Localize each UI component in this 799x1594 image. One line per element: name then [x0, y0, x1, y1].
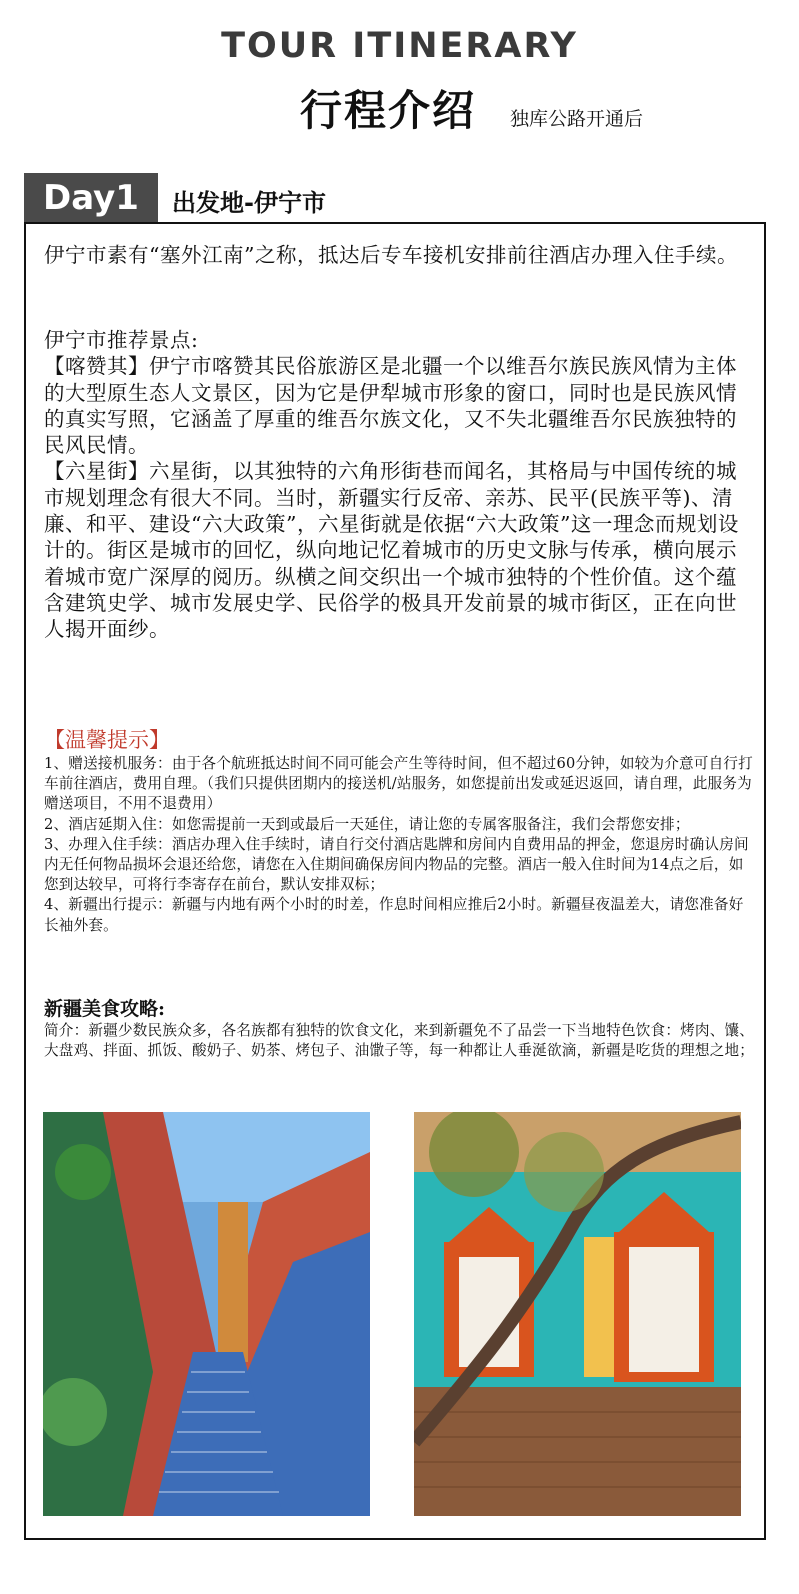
tip-item: 3、办理入住手续：酒店办理入住手续时，请自行交付酒店匙牌和房间内自费用品的押金，您退房时确认房间内无任何物品损坏会退还给您，请您在入住期间确保房间内物品的完整。酒店一般入住时间为14点之后，如您到达较早，可将行李寄存在前台，默认安排双标；: [44, 835, 749, 894]
spots-section: [44, 327, 756, 643]
tips-section: [44, 724, 756, 936]
tip-item: 4、新疆出行提示：新疆与内地有两个小时的时差，作息时间相应推后2小时。新疆昼夜温差大，请您准备好长袖外套。: [44, 896, 744, 934]
food-section: [44, 994, 756, 1061]
intro-section: [44, 242, 756, 268]
header-title-en: TOUR ITINERARY: [221, 26, 578, 66]
header-subtitle: 独库公路开通后: [510, 108, 644, 130]
spot-kazanqi: 【喀赞其】伊宁市喀赞其民俗旅游区是北疆一个以维吾尔族民族风情为主体的大型原生态人文景区，因为它是伊犁城市形象的窗口，同时也是民族风情的真实写照，它涵盖了厚重的维吾尔族文化，又不失北疆维吾尔民族独特的民风民情。: [44, 354, 737, 458]
tip-item: 2、酒店延期入住：如您需提前一天到或最后一天延住，请让您的专属客服备注，我们会帮您安排；: [44, 815, 690, 833]
header-title-cn: 行程介绍: [300, 86, 477, 135]
food-text: 简介：新疆少数民族众多，各名族都有独特的饮食文化，来到新疆免不了品尝一下当地特色饮食：烤肉、馕、大盘鸡、拌面、抓饭、酸奶子、奶茶、烤包子、油馓子等，每一种都让人垂涎欲滴，新疆是吃货的理想之地；: [44, 1022, 755, 1060]
day-title: 出发地-伊宁市: [172, 189, 326, 217]
colorful-alley-stairs-photo: [43, 1112, 370, 1516]
intro-text: 伊宁市素有“塞外江南”之称，抵达后专车接机安排前往酒店办理入住手续。: [44, 243, 738, 267]
spots-heading: 伊宁市推荐景点:: [44, 328, 199, 352]
food-title: 新疆美食攻略:: [44, 998, 166, 1020]
tip-item: 1、赠送接机服务：由于各个航班抵达时间不同可能会产生等待时间，但不超过60分钟，如较为介意可自行打车前往酒店，费用自理。（我们只提供团期内的接送机/站服务，如您提前出发或延迟返回，请自理，此服务为赠送项目，不用不退费用）: [44, 755, 753, 813]
day-badge: Day1: [24, 173, 158, 223]
tips-title: 【温馨提示】: [44, 728, 170, 752]
turquoise-house-windows-photo: [414, 1112, 741, 1516]
spot-liuxingjie: 【六星街】六星街，以其独特的六角形街巷而闻名，其格局与中国传统的城市规划理念有很大不同。当时，新疆实行反帝、亲苏、民平(民族平等)、清廉、和平、建设“六大政策”，六星街就是依据“六大政策”这一理念而规划设计的。街区是城市的回忆，纵向地记忆着城市的历史文脉与传承，横向展示着城市宽广深厚的阅历。纵横之间交织出一个城市独特的个性价值。这个蕴含建筑史学、城市发展史学、民俗学的极具开发前景的城市街区，正在向世人揭开面纱。: [44, 459, 739, 642]
